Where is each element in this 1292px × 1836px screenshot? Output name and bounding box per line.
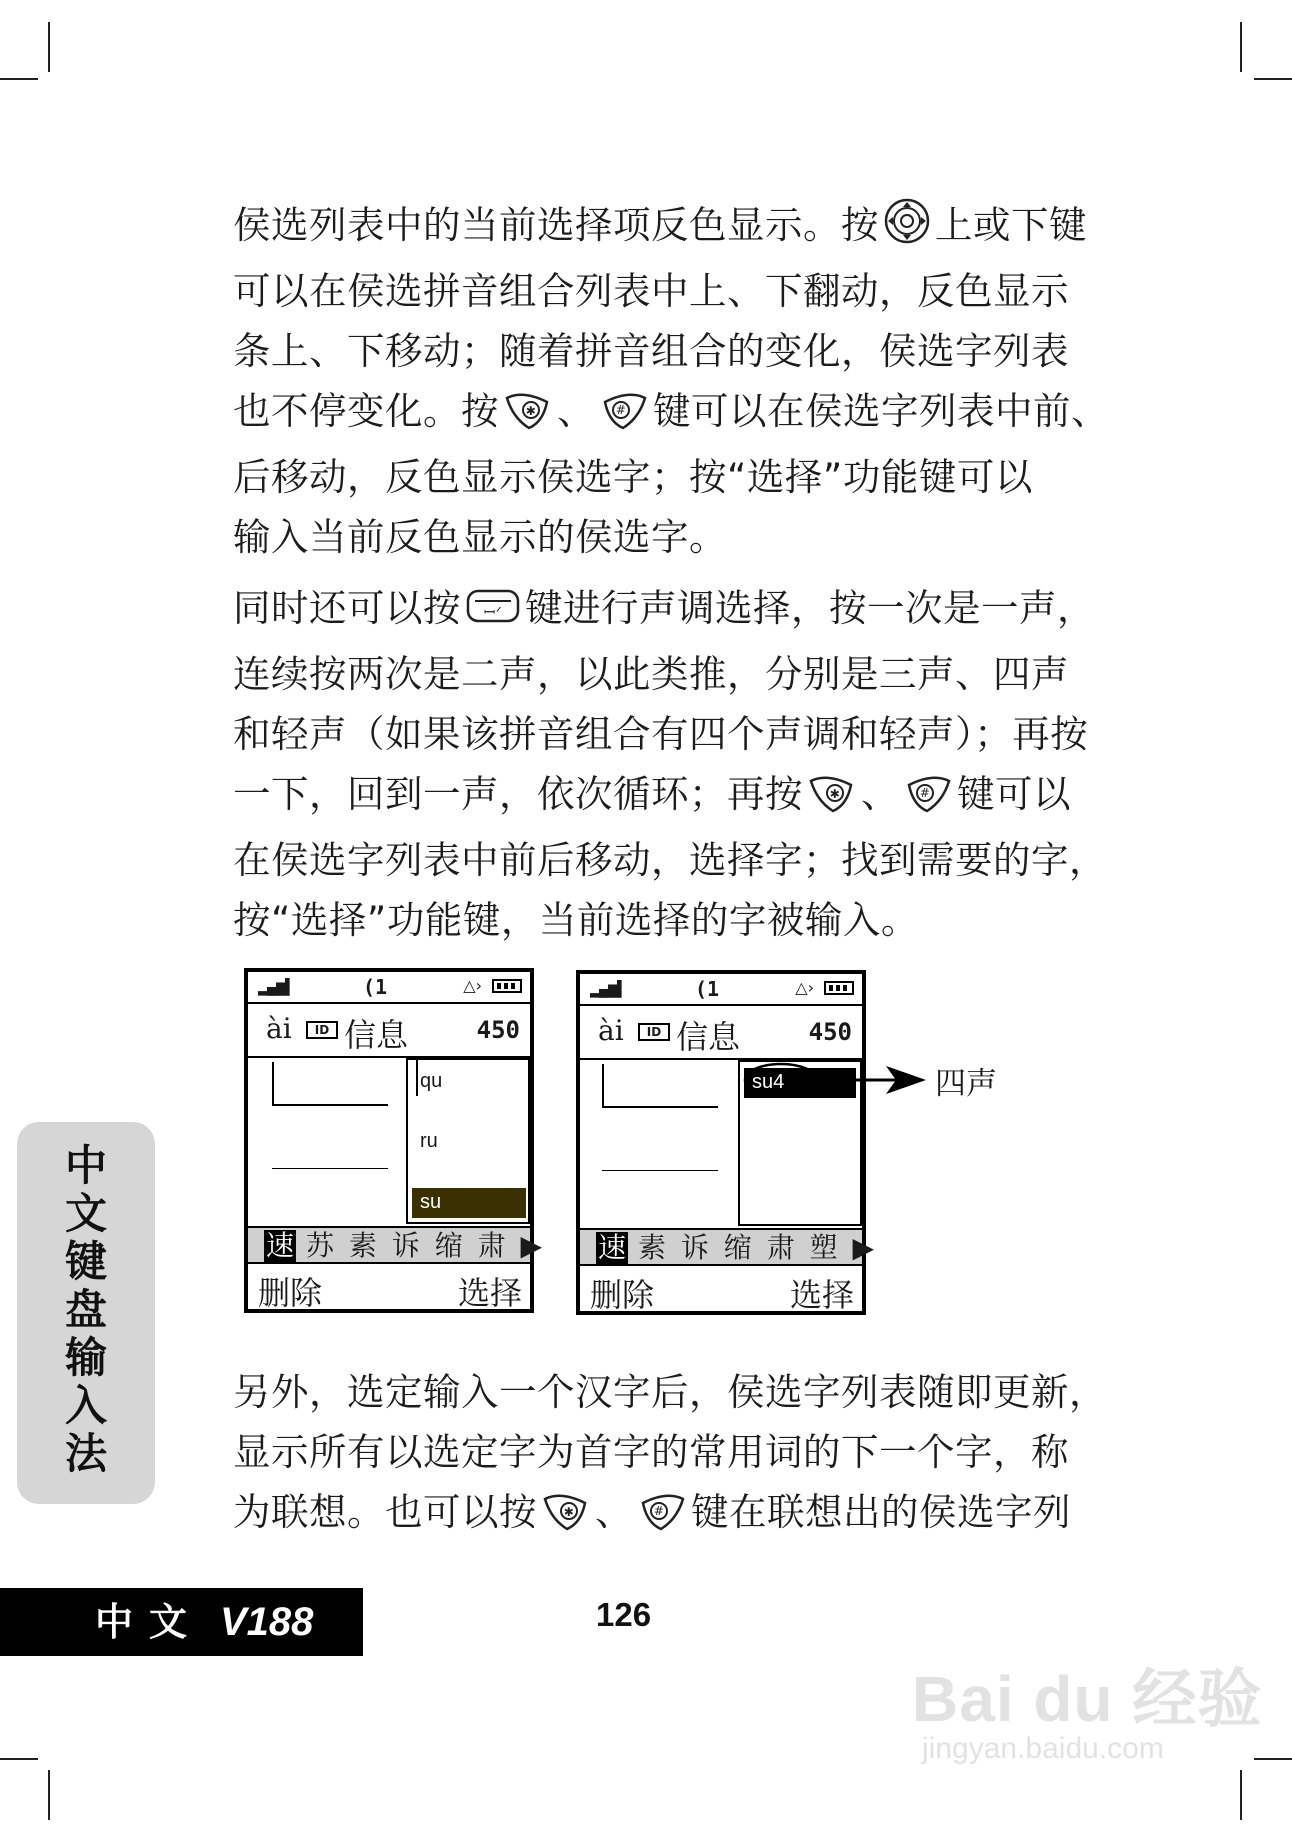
svg-text:#: # (653, 1504, 665, 1518)
hash-key-icon (637, 1488, 687, 1548)
hash-key-icon (903, 770, 953, 830)
watermark-url: jingyan.baidu.com (922, 1732, 1164, 1765)
text-line: 条上、下移动；随着拼音组合的变化，侯选字列表 (233, 329, 1069, 373)
delete-softkey[interactable]: 删除 (258, 1274, 323, 1312)
list-item-selected[interactable]: su (412, 1188, 526, 1218)
crop-mark (1254, 78, 1292, 80)
status-bar (580, 974, 862, 1006)
text-line: 显示所有以选定字为首字的常用词的下一个字，称 (233, 1430, 1069, 1474)
chapter-side-tab (17, 1122, 155, 1504)
char-count: 450 (476, 1016, 520, 1044)
edit-area (248, 1058, 408, 1224)
select-softkey[interactable]: 选择 (457, 1274, 522, 1312)
crop-mark (1240, 1770, 1242, 1820)
candidate-selected[interactable]: 速 (598, 1231, 627, 1264)
paragraph-2 (233, 578, 1107, 950)
line-1-icon: (1 (363, 975, 388, 999)
text-line: 后移动，反色显示侯选字；按“选择”功能键可以 (233, 455, 1033, 499)
input-mode-icon: ID (306, 1021, 338, 1039)
battery-icon (824, 981, 854, 995)
char-count: 450 (808, 1018, 852, 1046)
chapter-label: 中 文 键 盘 输 入 法 (64, 1141, 107, 1478)
candidate-bar[interactable] (248, 1226, 546, 1264)
alert-icon: △› (463, 976, 482, 995)
signal-icon: ▂▄▆▌ (590, 980, 627, 998)
star-key-icon (807, 770, 857, 830)
footer-bar (0, 1588, 363, 1656)
pinyin-indicator: ài (598, 1014, 624, 1047)
scrollbar[interactable] (408, 1060, 418, 1096)
crop-mark (1240, 22, 1242, 72)
page-number: 126 (596, 1596, 652, 1633)
text-line: 也不停变化。按 ✱ 、 # 键可以在侯选字列表中前、 (233, 381, 1085, 447)
text-line: 连续按两次是二声，以此类推，分别是三声、四声 (233, 652, 1069, 696)
paragraph-1 (233, 195, 1109, 567)
phone-screen-2 (576, 970, 878, 1315)
candidate-bar[interactable] (580, 1228, 878, 1266)
hash-key-icon (599, 387, 649, 447)
text-line: 和轻声（如果该拼音组合有四个声调和轻声）；再按 (233, 712, 1089, 756)
line-1-icon: (1 (695, 977, 720, 1001)
text-line: 为联想。也可以按 ✱ 、 # 键在联想出的侯选字列 (233, 1482, 1085, 1548)
pinyin-indicator: ài (266, 1012, 292, 1045)
tone-annotation: 四声 (935, 1066, 997, 1102)
footer-model: V188 (220, 1600, 314, 1644)
crop-mark (48, 22, 50, 72)
watermark-logo: Bai du 经验 (912, 1663, 1263, 1735)
callout-arrow (736, 1058, 936, 1098)
signal-icon: ▂▄▆▌ (258, 978, 295, 996)
candidate-list[interactable]: 素 诉 缩 肃 塑 ▶ (638, 1231, 878, 1264)
title-bar (580, 1006, 862, 1060)
text-line: 同时还可以按 ꟷᐟ 键进行声调选择，按一次是一声， (233, 578, 1085, 644)
candidate-selected[interactable]: 速 (266, 1229, 295, 1262)
svg-text:✱: ✱ (563, 1505, 575, 1519)
list-item[interactable]: ru (420, 1130, 438, 1152)
candidate-list[interactable]: 苏 素 诉 缩 肃 ▶ (306, 1229, 546, 1262)
svg-text:#: # (615, 403, 627, 417)
crop-mark (1254, 1758, 1292, 1760)
crop-mark (0, 1758, 38, 1760)
text-line: 按“选择”功能键，当前选择的字被输入。 (233, 898, 919, 942)
text-line: 一下，回到一声，依次循环；再按 ✱ 、 # 键可以 (233, 764, 1085, 830)
star-key-icon (503, 387, 553, 447)
alert-icon: △› (795, 978, 814, 997)
screen-title: 信息 (676, 1018, 741, 1056)
text-line: 侯选列表中的当前选择项反色显示。按 上或下键 (233, 195, 1085, 261)
battery-icon (492, 979, 522, 993)
text-line: 另外，选定输入一个汉字后，侯选字列表随即更新， (233, 1370, 1107, 1414)
pinyin-list[interactable] (406, 1058, 530, 1224)
text-line: 可以在侯选拼音组合列表中上、下翻动，反色显示 (233, 269, 1069, 313)
input-mode-icon: ID (638, 1023, 670, 1041)
svg-text:✱: ✱ (525, 404, 537, 418)
list-item[interactable]: qu (420, 1070, 443, 1092)
delete-softkey[interactable]: 删除 (590, 1276, 655, 1314)
screen-title: 信息 (344, 1016, 409, 1054)
status-bar (248, 972, 530, 1004)
softkey-bar (248, 1264, 530, 1312)
crop-mark (48, 1770, 50, 1820)
title-bar (248, 1004, 530, 1058)
svg-text:#: # (919, 786, 931, 800)
nav-key-icon (883, 198, 931, 261)
crop-mark (0, 78, 38, 80)
svg-text:✱: ✱ (829, 787, 841, 801)
select-softkey[interactable]: 选择 (789, 1276, 854, 1314)
svg-text:ꟷᐟ: ꟷᐟ (483, 605, 503, 621)
tone-key-icon (465, 584, 521, 644)
edit-area (580, 1060, 740, 1226)
list-item-selected[interactable]: su4 (744, 1068, 856, 1098)
star-key-icon (541, 1488, 591, 1548)
text-line: 输入当前反色显示的侯选字。 (233, 515, 727, 559)
text-line: 在侯选字列表中前后移动，选择字；找到需要的字， (233, 838, 1107, 882)
paragraph-3 (233, 1362, 1107, 1548)
softkey-bar (580, 1266, 862, 1314)
phone-screen-1 (244, 968, 546, 1313)
footer-language: 中文 (95, 1600, 204, 1644)
